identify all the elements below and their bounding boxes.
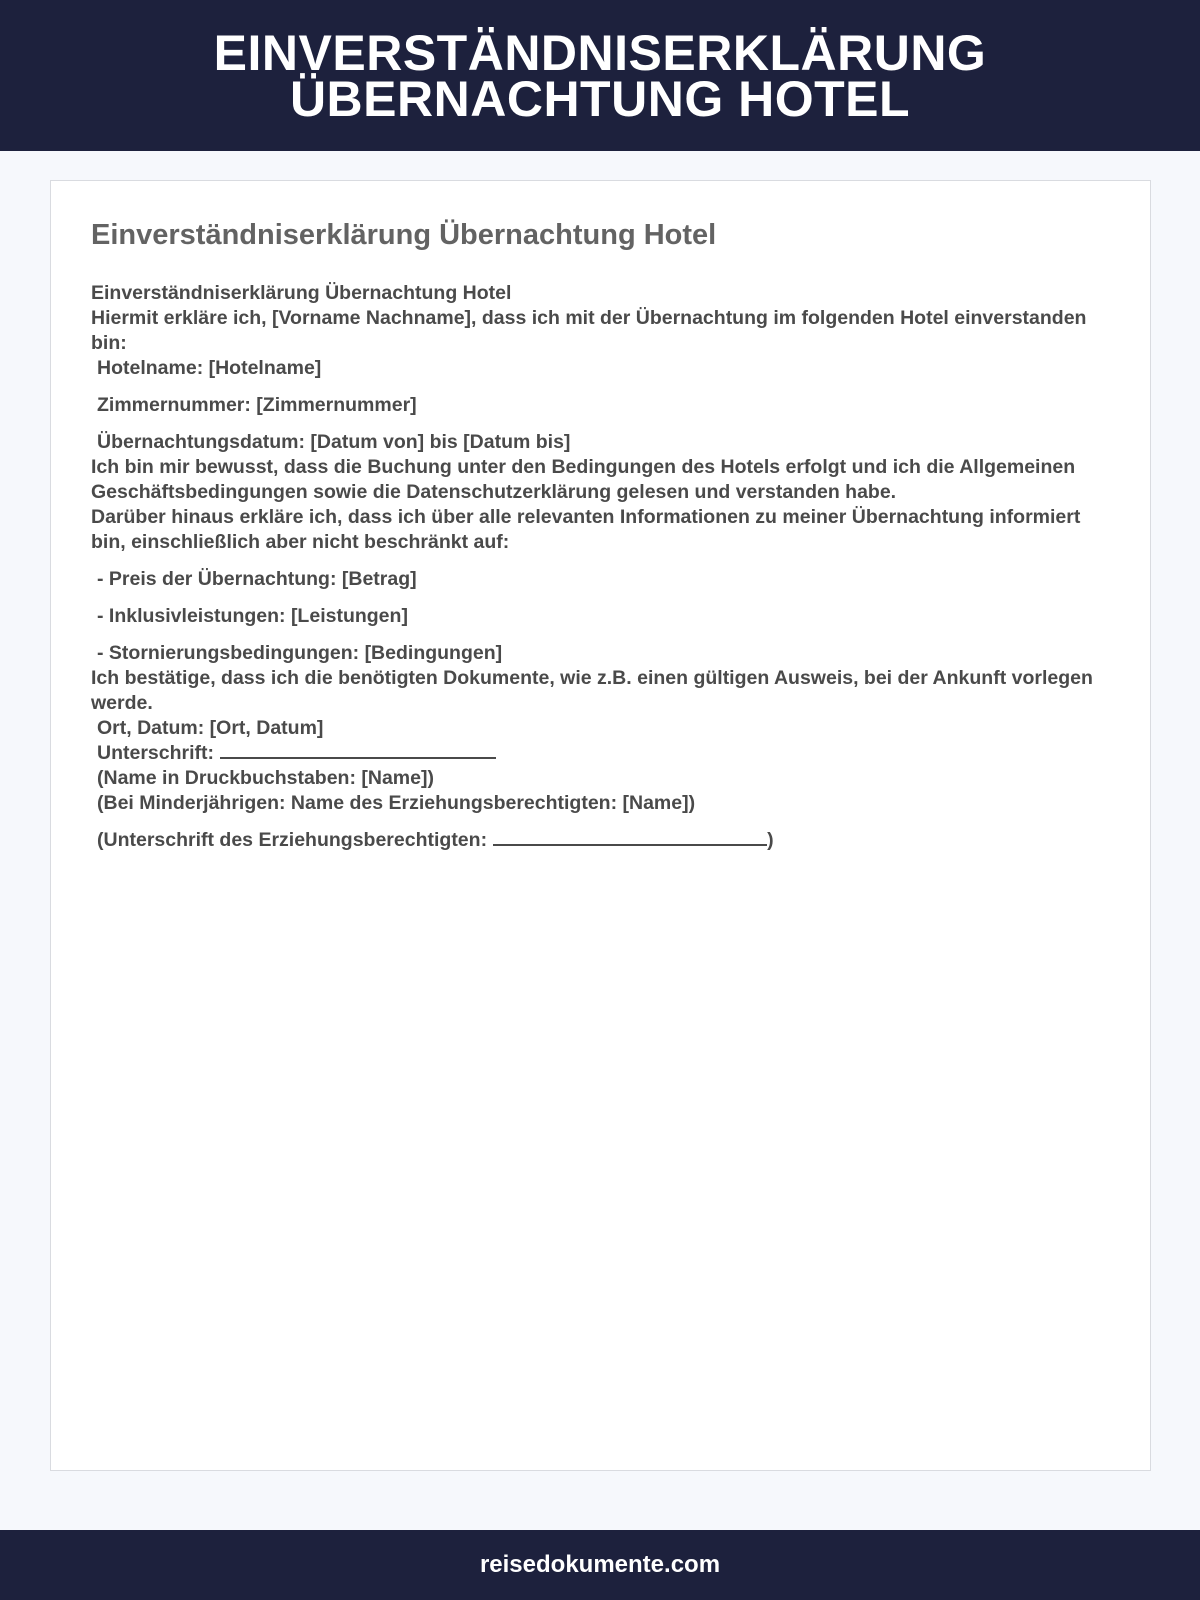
hotelname-line: Hotelname: [Hotelname] bbox=[97, 357, 322, 379]
signature-label: Unterschrift: bbox=[97, 742, 215, 764]
signature-line bbox=[91, 741, 1111, 766]
price-item: - Preis der Übernachtung: [Betrag] bbox=[97, 568, 417, 590]
print-name-line: (Name in Druckbuchstaben: [Name]) bbox=[97, 767, 434, 789]
guardian-signature-label: (Unterschrift des Erziehungsberechtigten: bbox=[97, 829, 488, 851]
guardian-signature-line bbox=[91, 828, 1111, 853]
page-footer bbox=[0, 1530, 1200, 1600]
document-subtitle: Einverständniserklärung Übernachtung Hotel bbox=[91, 282, 512, 304]
minor-guardian-line: (Bei Minderjährigen: Name des Erziehungsberechtigten: [Name]) bbox=[97, 792, 696, 814]
place-date-line: Ort, Datum: [Ort, Datum] bbox=[97, 717, 324, 739]
signature-field[interactable] bbox=[220, 741, 496, 759]
cancellation-item: - Stornierungsbedingungen: [Bedingungen] bbox=[97, 642, 503, 664]
page-title: EINVERSTÄNDNISERKLÄRUNG ÜBERNACHTUNG HOTEL bbox=[213, 24, 987, 127]
guardian-signature-close: ) bbox=[767, 829, 774, 851]
stay-date-line: Übernachtungsdatum: [Datum von] bis [Datum bis] bbox=[97, 431, 571, 453]
intro-paragraph: Hiermit erkläre ich, [Vorname Nachname], dass ich mit der Übernachtung im folgenden Hotel einverstanden bin: bbox=[91, 307, 1087, 354]
documents-paragraph: Ich bestätige, dass ich die benötigten Dokumente, wie z.B. einen gültigen Ausweis, bei der Ankunft vorlegen werde. bbox=[91, 667, 1093, 714]
document-heading: Einverständniserklärung Übernachtung Hotel bbox=[91, 219, 717, 251]
terms-paragraph: Ich bin mir bewusst, dass die Buchung unter den Bedingungen des Hotels erfolgt und ich die Allgemeinen Geschäftsbedingungen sowie die Datenschutzerklärung gelesen und verstanden habe. bbox=[91, 456, 1076, 503]
services-item: - Inklusivleistungen: [Leistungen] bbox=[97, 605, 408, 627]
info-paragraph: Darüber hinaus erkläre ich, dass ich über alle relevanten Informationen zu meiner Übernachtung informiert bin, einschließlich aber nicht beschränkt auf: bbox=[91, 506, 1081, 553]
room-number-line: Zimmernummer: [Zimmernummer] bbox=[97, 394, 417, 416]
page-header bbox=[0, 0, 1200, 151]
footer-website: reisedokumente.com bbox=[479, 1551, 721, 1578]
guardian-signature-field[interactable] bbox=[493, 828, 767, 846]
document-card bbox=[50, 180, 1151, 1471]
document-body bbox=[91, 281, 1111, 853]
